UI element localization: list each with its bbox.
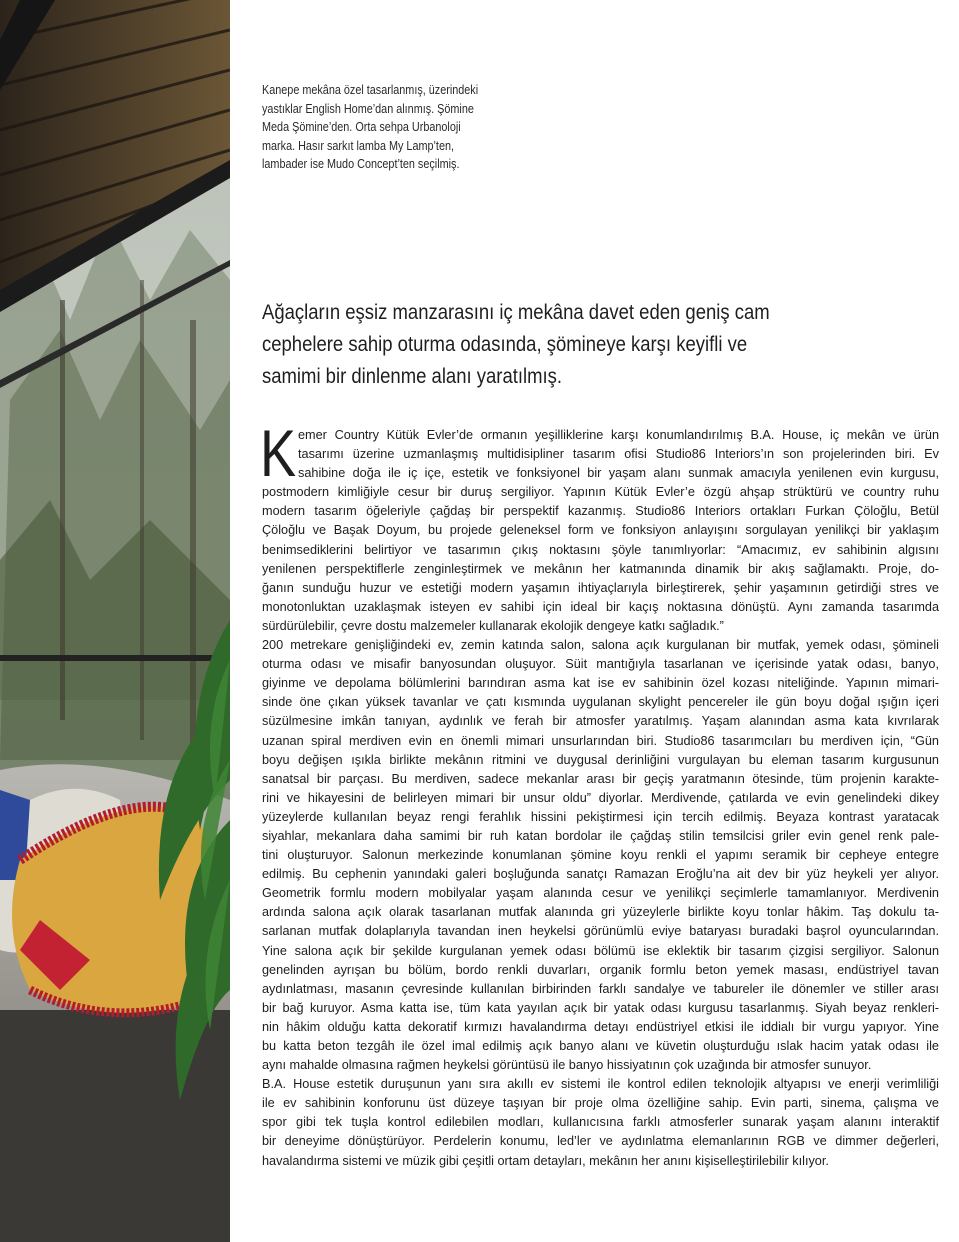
body-line: Yine salona açık bir şekilde kurgulanan yemek odası bölümü ise eklektik bir tasarım çizgisi sergiliyor. Salonun: [262, 943, 939, 958]
body-line: tini oluşturuyor. Salonun merkezinde konumlanan şömine koyu renkli el yapımı seramik bir cepheye entegre: [262, 848, 939, 863]
body-line: sürdürülebilir, çevre dostu malzemeler kullanarak ekolojik dengeye katkı sağladık.”: [262, 618, 724, 633]
body-line: monotonluktan uzaklaşmak isteyen ev sahibi için ideal bir kaçış noktasına dönüştü. Aynı zamanda tasarımda: [262, 599, 939, 614]
body-line: tasarımı üzerine uzmanlaşmış multidisipliner tasarım ofisi Studio86 Interiors’ın son projelerinden biri. Ev: [298, 447, 939, 462]
body-line: sahibine doğa ile iç içe, estetik ve fonksiyonel bir yaşam alanı sunmak amacıyla yenilenen evin kurgusu,: [298, 466, 939, 481]
drop-cap: K: [260, 416, 297, 490]
body-line: postmodern kimliğiyle cesur bir duruş sergiliyor. Yapının Kütük Evler’e özgü ahşap strüktürü ve country ruhu: [262, 485, 939, 500]
body-line: aydınlatması, masanın çevresinde kullanılan birbirinden farklı sandalye ve tabureler ile dönemler ve stiller arası: [262, 981, 939, 996]
body-line: havalandırma sistemi ve müzik gibi çeşitli ortam detayları, mekânın her anını kişiselleştirilebilir kılıyor.: [262, 1153, 829, 1168]
body-line: aynı mahalde olmasına rağmen heykelsi görüntüsü ile banyo hissiyatının çok uzağında bir atmosfer sunuyor.: [262, 1058, 872, 1073]
body-line: boyu değişen ışıkla birlikte mekânın ritmini ve duygusal derinliğini vurgulayan bu eleman tasarım kurgusunun: [262, 752, 939, 767]
body-line: süzülmesine imkân tanıyan, aydınlık ve ferah bir atmosfer yaratılmış. Yaşam alanından asma kata kıvrılarak: [262, 714, 939, 729]
body-line: B.A. House estetik duruşunun yanı sıra akıllı ev sistemi ile kontrol edilen teknolojik altyapısı ve enerji verimliliği: [262, 1077, 939, 1092]
caption-line: Kanepe mekâna özel tasarlanmış, üzerindeki: [262, 83, 479, 97]
body-line: ğanın sunduğu huzur ve estetiği modern yaşamın ihtiyaçlarıyla birleştirerek, şehir yaşamının getirdiği stres ve: [262, 580, 939, 595]
body-line: sanatsal bir parçası. Bu merdiven, sadece mekanlar arası bir geçiş yaratmanın ötesinde, tüm projenin karakte-: [262, 771, 939, 786]
body-line: genelinden ayrışan bu bölüm, bordo renkli duvarları, organik formlu beton yemek masası, endüstriyel tavan: [262, 962, 939, 977]
headline-line: Ağaçların eşsiz manzarasını iç mekâna davet eden geniş cam: [262, 300, 770, 324]
body-line: ile ev sahibinin konforunu üst düzeye taşıyan bir proje olma özelliğine sahip. Evin parti, sinema, çalışma ve: [262, 1096, 939, 1111]
body-line: siyahlar, mekanlara daha samimi bir ruh katan bordolar ile çağdaş stilin temsilcisi griler evin genel renk pale-: [262, 828, 939, 843]
caption-line: marka. Hasır sarkıt lamba My Lamp’ten,: [262, 138, 455, 153]
body-line: Çöloğlu ve Başak Doyum, bu projede geleneksel form ve fonksiyon anlayışını sorgulayan yenilikçi bir yaklaşım: [262, 523, 939, 538]
body-line: bir bağ kuruyor. Asma katta ise, tüm kata yayılan açık bir yatak odası kurgusu tasarlanmış. Siyah beyaz renkleri-: [262, 1000, 939, 1015]
photo-caption: [262, 81, 479, 174]
body-line: oturma odası ve misafir banyosundan oluşuyor. Süit mantığıyla tasarlanan ve içerisinde yatak odası, banyo,: [262, 657, 939, 672]
body-line: sarlanan mutfak dolaplarıyla tavandan inen heykelsi görünümlü eviye bataryası buradaki başrol oyuncularından.: [262, 924, 939, 939]
article-headline: [262, 296, 864, 392]
headline-line: cephelere sahip oturma odasında, şömineye karşı keyifli ve: [262, 332, 748, 356]
interior-photo: [0, 0, 230, 1242]
body-line: benimsediklerini belirtiyor ve tasarımın çıkış noktasını şöyle tanımlıyorlar: “Amacımız, ev sahibinin algısını: [262, 542, 939, 557]
body-line: rini ve hikayesini de belirleyen mimari bir unsur oldu” diyorlar. Merdivende, çatılarda ve evin genelindeki dikey: [262, 790, 939, 805]
photo-illustration: [0, 0, 230, 1242]
article-body: [262, 426, 939, 1171]
body-line: yenilenen perspektiflerle zenginleştirmek ve mekânın her katmanında dinamik bir akış sağlamaktı. Proje, do-: [262, 561, 939, 576]
body-line: 200 metrekare genişliğindeki ev, zemin katında salon, salona açık kurgulanan bir mutfak, yemek odası, şömineli: [262, 638, 939, 653]
caption-line: Meda Şömine’den. Orta sehpa Urbanoloji: [262, 120, 461, 135]
body-line: bir deneyime dönüştürüyor. Perdelerin konumu, led’ler ve aydınlatma elemanlarının RGB ve dimmer değerleri,: [262, 1134, 939, 1149]
body-line: modern tasarım öğeleriyle çağdaş bir perspektif kazanmış. Studio86 Interiors ortakları Furkan Çöloğlu, Betül: [262, 504, 939, 519]
body-line: spor gibi tek tuşla kontrol edilebilen modları, kullanıcısına farklı atmosferler sunarak yaşam alanını interaktif: [262, 1115, 939, 1130]
body-line: uzanan spiral merdiven evin en önemli mimari unsurlarından biri. Studio86 tasarımcıları bu merdiven için, “Gün: [262, 733, 939, 748]
body-line: emer Country Kütük Evler’de ormanın yeşilliklerine karşı konumlandırılmış B.A. House, iç mekân ve ürün: [298, 428, 939, 442]
body-line: edilmiş. Bu cephenin yanındaki galeri boşluğunda sanatçı Ramazan Eroğlu’na ait dev bir yüz heykeli yer alıyor.: [262, 867, 939, 882]
caption-line: lambader ise Mudo Concept’ten seçilmiş.: [262, 157, 460, 172]
body-line: bu katta beton tezgâh ile özel imal edilmiş açık banyo alanı ve küvetin oluşturduğu ıslak hacim yatak odası ile: [262, 1039, 939, 1053]
headline-line: samimi bir dinlenme alanı yaratılmış.: [262, 364, 563, 388]
body-line: Geometrik formlu modern mobilyalar yaşam alanında cesur ve yenilikçi seçimlerle tamamlanıyor. Merdivenin: [262, 886, 939, 901]
body-line: nin hâkim olduğu katta dekoratif kırmızı havalandırma detayı endüstriyel etkisi ile iddialı bir vurgu yapıyor. Yine: [262, 1019, 939, 1034]
body-line: yüzeylerde kullanılan beyaz rengi ferahlık hissini pekiştirmesi için tercih edilmiş. Beyaza kontrast yaratacak: [262, 809, 939, 824]
caption-line: yastıklar English Home’dan alınmış. Şömine: [262, 101, 474, 116]
body-line: ardında salona açık olarak tasarlanan mutfak alanında gri yüzeylerle birlikte koyu tonlar hâkim. Taş dokulu ta-: [262, 905, 939, 920]
body-line: sinde öne çıkan yüksek tavanlar ve çatı kısmında uygulanan skylight pencereler ile gün boyu doğal ışığın içeri: [262, 695, 939, 710]
body-line: giyinme ve depolama bölümlerini barındıran asma kat ise ev sahibinin özel kozası niteliğinde. Yapının mimari-: [262, 676, 939, 691]
